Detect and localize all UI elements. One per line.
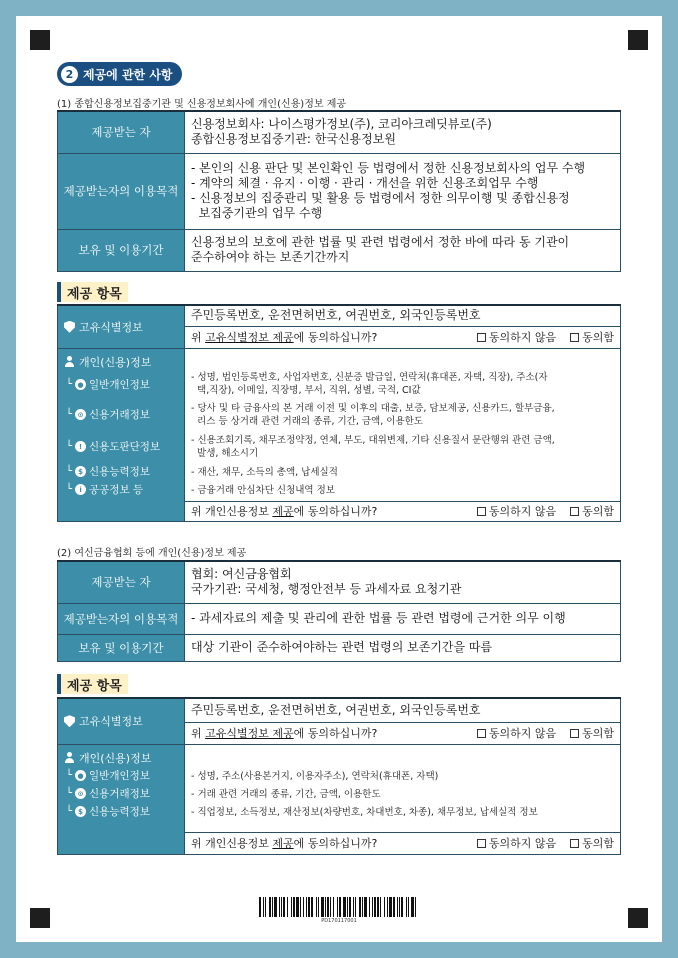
barcode-bar	[372, 897, 373, 917]
personal-info-details	[185, 348, 621, 501]
registration-mark-top-right	[628, 30, 648, 50]
detail-line: - 신용조회기록, 채무조정약정, 연체, 부도, 대위변제, 기타 신용질서 문란행위 관련 금액,	[191, 434, 555, 446]
detail-line: - 거래 관련 거래의 종류, 기간, 금액, 이용한도	[191, 788, 381, 800]
detail-line: 발생, 해소시기	[191, 447, 259, 459]
disagree-checkbox[interactable]: 동의하지 않음	[477, 726, 556, 741]
table-row	[58, 305, 621, 326]
barcode-bar	[265, 897, 266, 917]
part1-info-table	[57, 110, 621, 272]
barcode-bar	[347, 897, 348, 917]
value-line: 보집중기관의 업무 수행	[191, 206, 323, 220]
credit-capacity-icon: $	[75, 466, 86, 477]
registration-mark-top-left	[30, 30, 50, 50]
barcode-bar	[343, 897, 346, 917]
unique-id-value: 주민등록번호, 운전면허번호, 여권번호, 외국인등록번호	[185, 305, 621, 326]
barcode-bar	[269, 897, 271, 917]
credit-transaction-icon: ⊙	[75, 409, 86, 420]
row-value	[185, 153, 621, 229]
unique-id-consent-row	[185, 326, 621, 348]
barcode-bar	[397, 897, 398, 917]
frame-border-left	[0, 0, 16, 958]
row-value	[185, 229, 621, 271]
barcode-bar	[349, 897, 351, 917]
value-line: - 신용정보의 집중관리 및 활용 등 법령에서 정한 의무이행 및 종합신용정	[191, 191, 570, 205]
registration-mark-bottom-left	[30, 908, 50, 928]
table-row	[58, 603, 621, 634]
category-name: 신용거래정보	[89, 409, 150, 421]
value-line: 국가기관: 국세청, 행정안전부 등 과세자료 요청기관	[191, 582, 462, 597]
barcode-bar	[279, 897, 280, 917]
personal-info-label: 개인(신용)정보	[79, 355, 152, 369]
credit-transaction-icon: ⊙	[75, 788, 86, 799]
section-title: 제공에 관한 사항	[83, 67, 173, 82]
personal-info-details	[185, 744, 621, 832]
barcode-bar	[369, 897, 370, 917]
barcode-bar	[306, 897, 307, 917]
barcode-bar	[401, 897, 403, 917]
part2-items-table	[57, 697, 621, 855]
barcode-bar	[263, 897, 264, 917]
table-row	[58, 744, 621, 832]
unique-id-header	[58, 698, 185, 744]
barcode-bar	[377, 897, 379, 917]
agree-checkbox[interactable]: 동의함	[570, 330, 614, 345]
row-value: - 과세자료의 제출 및 관리에 관한 법률 등 관련 법령에 근거한 의무 이행	[185, 603, 621, 634]
row-header: 보유 및 이용기간	[58, 229, 185, 271]
barcode-bar	[303, 897, 304, 917]
barcode-bar	[353, 897, 354, 917]
barcode-bar	[291, 897, 292, 917]
frame-border-top	[0, 0, 678, 16]
part1-subtitle: (1) 종합신용정보집중기관 및 신용정보회사에 개인(신용)정보 제공	[57, 99, 347, 110]
registration-mark-bottom-right	[628, 908, 648, 928]
barcode-bar	[318, 897, 319, 917]
unique-id-consent-row	[185, 722, 621, 744]
consent-question: 위 고유식별정보 제공에 동의하십니까?	[191, 330, 378, 344]
barcode-bar	[384, 897, 385, 917]
barcode-bar	[337, 897, 338, 917]
public-info-icon: i	[75, 484, 86, 495]
personal-info-consent-row	[185, 501, 621, 521]
category-name: 신용능력정보	[89, 466, 150, 478]
barcode-bar	[281, 897, 282, 917]
shield-icon	[64, 715, 75, 727]
barcode-bar	[300, 897, 301, 917]
consent-question: 위 개인신용정보 제공에 동의하십니까?	[191, 836, 378, 850]
part2-subtitle: (2) 여신금융협회 등에 개인(신용)정보 제공	[57, 548, 247, 559]
agree-checkbox[interactable]: 동의함	[570, 726, 614, 741]
value-line: - 본인의 신용 판단 및 본인확인 등 법령에서 정한 신용정보회사의 업무 수행	[191, 161, 586, 175]
detail-line: 리스 등 상거래 관련 거래의 종류, 기간, 금액, 이용한도	[191, 415, 423, 427]
barcode-bar	[311, 897, 313, 917]
barcode-bar	[293, 897, 295, 917]
table-row	[58, 229, 621, 271]
table-row	[58, 561, 621, 603]
row-header: 제공받는 자	[58, 111, 185, 153]
personal-info-consent-row	[185, 832, 621, 854]
disagree-checkbox[interactable]: 동의하지 않음	[477, 330, 556, 345]
detail-line: - 성명, 법인등록번호, 사업자번호, 신분증 발급일, 연락처(휴대폰, 자택, 직장), 주소(자	[191, 371, 548, 383]
agree-checkbox[interactable]: 동의함	[570, 504, 614, 519]
row-value	[185, 111, 621, 153]
barcode-bar	[259, 897, 261, 917]
unique-id-label: 고유식별정보	[79, 715, 143, 729]
barcode-bar	[321, 897, 324, 917]
table-row	[58, 111, 621, 153]
frame-border-bottom	[0, 942, 678, 958]
barcode-bar	[308, 897, 310, 917]
general-info-icon: ●	[75, 379, 86, 390]
row-header: 제공받는자의 이용목적	[58, 603, 185, 634]
detail-line: - 성명, 주소(사용본거지, 이용자주소), 연락처(휴대폰, 자택)	[191, 770, 439, 782]
row-header: 보유 및 이용기간	[58, 634, 185, 661]
barcode-bar	[325, 897, 326, 917]
barcode-bar	[274, 897, 277, 917]
value-line: 종합신용정보집중기관: 한국신용정보원	[191, 132, 396, 147]
value-line: 협회: 여신금융협회	[191, 567, 292, 582]
section-title-pill	[57, 62, 182, 86]
part2-items-heading: 제공 항목	[57, 674, 128, 694]
barcode-bar	[272, 897, 273, 917]
value-line: 신용정보회사: 나이스평가정보(주), 코리아크레딧뷰로(주)	[191, 117, 492, 132]
section-number: 2	[61, 66, 78, 83]
detail-line: - 재산, 채무, 소득의 총액, 납세실적	[191, 466, 338, 478]
personal-info-header: 개인(신용)정보 └ ● 일반개인정보 └ ⊙ 신용거래정보 └ $ 신용능력정보	[58, 744, 185, 854]
category-name: 공공정보 등	[89, 484, 144, 496]
row-header: 제공받는 자	[58, 561, 185, 603]
shield-icon	[64, 321, 75, 333]
barcode-bar	[411, 897, 414, 917]
table-row	[58, 698, 621, 722]
barcode-bar	[355, 897, 356, 917]
barcode-bar	[327, 897, 329, 917]
barcode-bar	[339, 897, 341, 917]
value-line: 준수하여야 하는 보존기간까지	[191, 250, 350, 264]
part1-items-heading: 제공 항목	[57, 282, 128, 302]
value-line: - 계약의 체결 · 유지 · 이행 · 관리 · 개선을 위한 신용조회업무 수행	[191, 176, 539, 190]
detail-line: - 당사 및 타 금융사의 본 거래 이전 및 이후의 대출, 보증, 담보제공, 신용카드, 할부금융,	[191, 402, 555, 414]
barcode-bar	[387, 897, 388, 917]
credit-capacity-icon: $	[75, 806, 86, 817]
barcode-bar	[364, 897, 367, 917]
detail-line: 택,직장), 이메일, 직장명, 부서, 직위, 성별, 국적, CI값	[191, 384, 421, 396]
category-name: 신용도판단정보	[89, 441, 161, 453]
row-value: 대상 기관이 준수하여야하는 관련 법령의 보존기간을 따름	[185, 634, 621, 661]
disagree-checkbox[interactable]: 동의하지 않음	[477, 504, 556, 519]
table-row	[58, 153, 621, 229]
person-icon	[64, 356, 75, 367]
barcode-bar	[362, 897, 363, 917]
category-name: 일반개인정보	[89, 770, 150, 782]
unique-id-value: 주민등록번호, 운전면허번호, 여권번호, 외국인등록번호	[185, 698, 621, 722]
consent-question: 위 개인신용정보 제공에 동의하십니까?	[191, 504, 378, 518]
unique-id-header	[58, 305, 185, 348]
unique-id-label: 고유식별정보	[79, 320, 143, 334]
personal-info-label: 개인(신용)정보	[79, 751, 152, 765]
part1-items-table	[57, 304, 621, 522]
category-name: 일반개인정보	[89, 379, 150, 391]
barcode-bar	[359, 897, 361, 917]
value-line: 신용정보의 보호에 관한 법률 및 관련 법령에서 정한 바에 따라 동 기관이	[191, 235, 570, 249]
barcode-bar	[406, 897, 407, 917]
barcode-bar	[330, 897, 331, 917]
category-name: 신용능력정보	[89, 806, 150, 818]
consent-question: 위 고유식별정보 제공에 동의하십니까?	[191, 726, 378, 740]
row-header: 제공받는자의 이용목적	[58, 153, 185, 229]
barcode-bar	[374, 897, 376, 917]
frame-border-right	[662, 0, 678, 958]
part2-info-table	[57, 560, 621, 662]
barcode-bar	[333, 897, 334, 917]
barcode-bar	[399, 897, 400, 917]
barcode-bar	[287, 897, 288, 917]
row-value	[185, 561, 621, 603]
barcode	[259, 897, 419, 917]
detail-line: - 직업정보, 소득정보, 재산정보(차량번호, 차대번호, 차종), 채무정보, 납세실적 정보	[191, 806, 538, 818]
barcode-bar	[408, 897, 409, 917]
barcode-bar	[283, 897, 285, 917]
barcode-bar	[389, 897, 392, 917]
table-row	[58, 634, 621, 661]
credit-judgment-icon: !	[75, 441, 86, 452]
disagree-checkbox[interactable]: 동의하지 않음	[477, 836, 556, 851]
category-name: 신용거래정보	[89, 788, 150, 800]
barcode-bar	[393, 897, 395, 917]
barcode-text: PD170117001	[321, 918, 357, 924]
barcode-bar	[296, 897, 299, 917]
person-icon	[64, 752, 75, 763]
agree-checkbox[interactable]: 동의함	[570, 836, 614, 851]
personal-info-header: 개인(신용)정보 └ ● 일반개인정보 └ ⊙ 신용거래정보 └ ! 신용도판단정보 └ $ 신용능력정보 └ i 공공정보 등	[58, 348, 185, 521]
barcode-bar	[316, 897, 317, 917]
detail-line: - 금융거래 안심차단 신청내역 정보	[191, 484, 335, 496]
general-info-icon: ●	[75, 770, 86, 781]
table-row	[58, 348, 621, 501]
barcode-bar	[380, 897, 381, 917]
barcode-bar	[415, 897, 416, 917]
